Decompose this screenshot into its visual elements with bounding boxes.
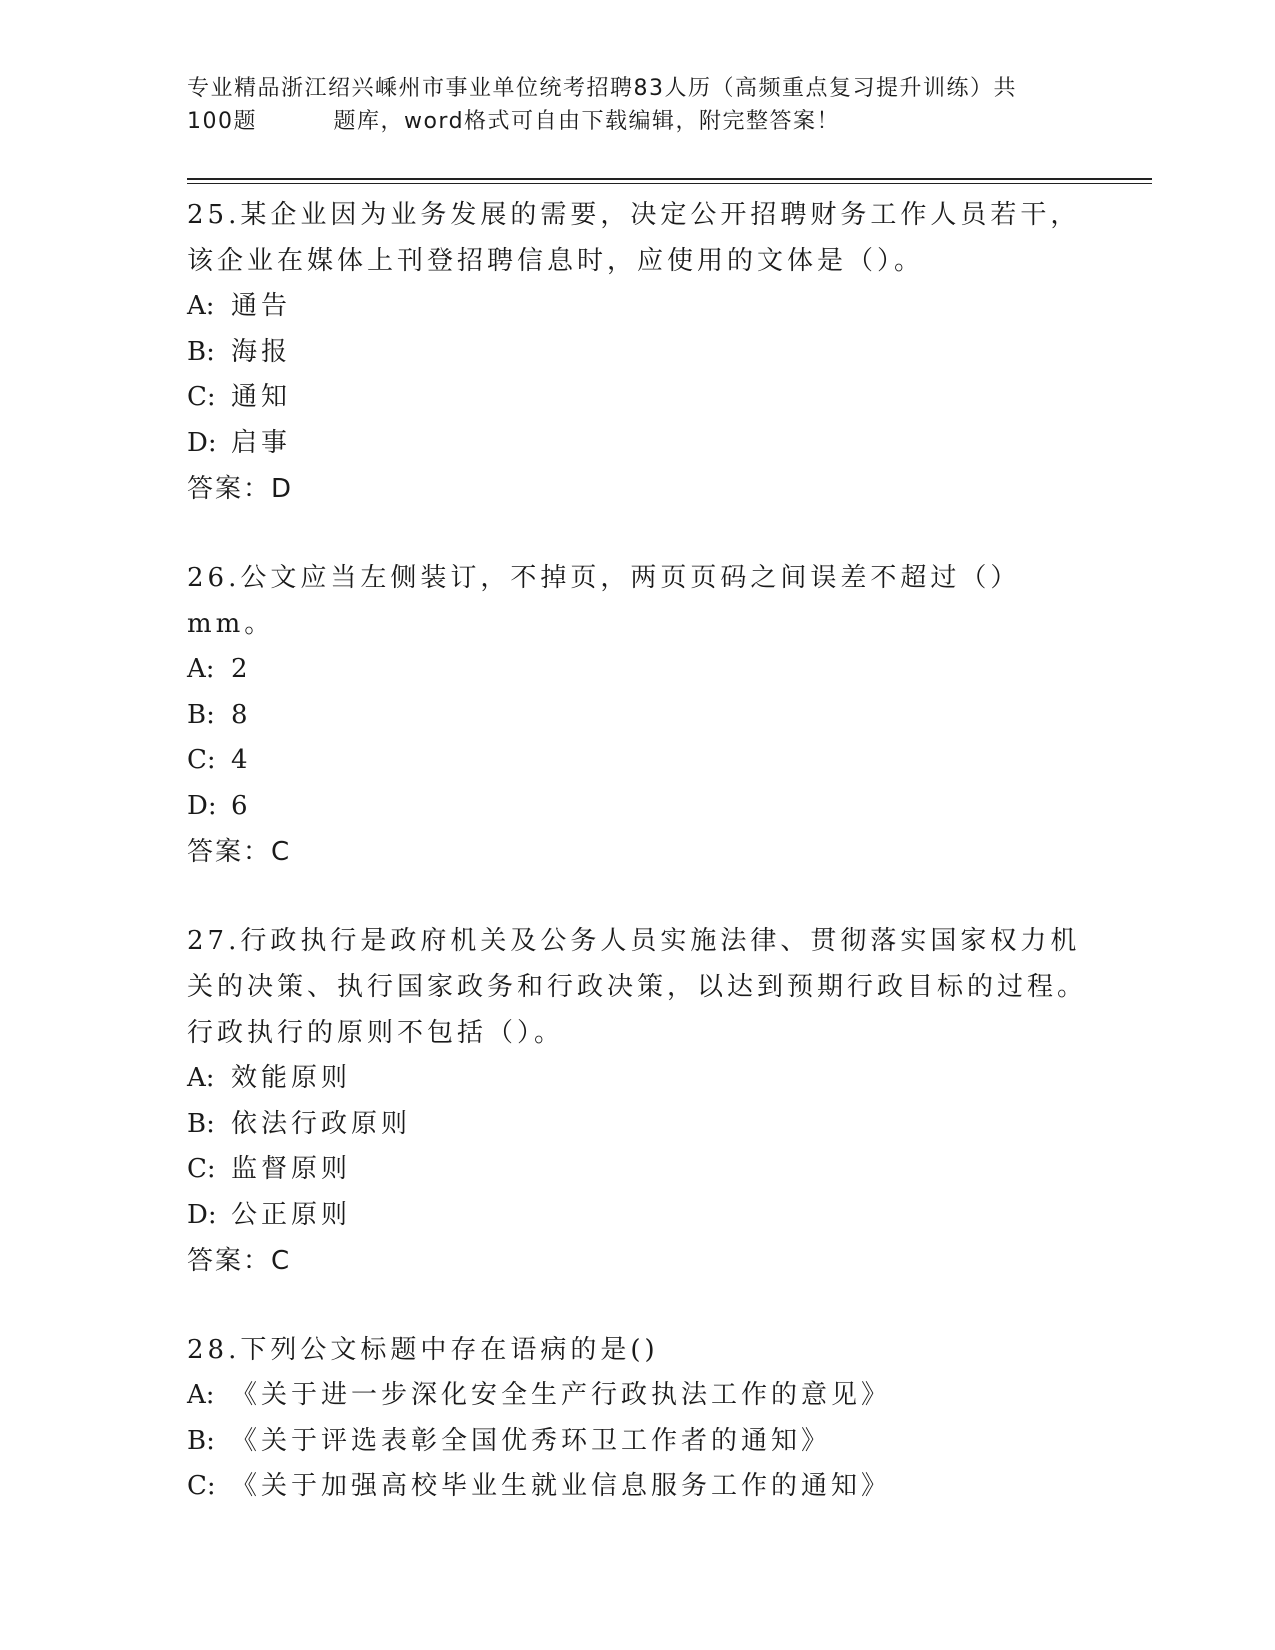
option-key: A:: [187, 291, 215, 321]
option-key: A:: [187, 1380, 215, 1410]
option-text: 8: [231, 699, 252, 730]
answer-line: 答案：C: [187, 1246, 292, 1276]
question-27: [187, 918, 1087, 1284]
option-key: B:: [187, 1108, 215, 1139]
header-count: 100题: [187, 109, 257, 134]
option-text: 通告: [231, 291, 292, 321]
option-key: B:: [187, 1425, 215, 1456]
option-text: 《关于加强高校毕业生就业信息服务工作的通知》: [231, 1471, 892, 1501]
option-b: [187, 1419, 1087, 1465]
option-key: B:: [187, 699, 215, 730]
option-text: 海报: [231, 336, 292, 367]
question-stem: 26.公文应当左侧装订，不掉页，两页页码之间误差不超过（）mm。: [187, 563, 1021, 639]
question-stem: 25.某企业因为业务发展的需要，决定公开招聘财务工作人员若干，该企业在媒体上刊登招聘信息时，应使用的文体是（）。: [187, 200, 1081, 276]
answer-line: 答案：C: [187, 837, 292, 867]
option-key: C:: [187, 382, 216, 412]
question-stem: 27.行政执行是政府机关及公务人员实施法律、贯彻落实国家权力机关的决策、执行国家政务和行政决策，以达到预期行政目标的过程。行政执行的原则不包括（）。: [187, 926, 1088, 1048]
option-text: 《关于进一步深化安全生产行政执法工作的意见》: [231, 1380, 892, 1410]
option-a: [187, 1373, 1087, 1419]
option-text: 启事: [231, 427, 292, 458]
option-d: [187, 784, 1087, 830]
option-key: C:: [187, 745, 216, 775]
header-description: 题库，word格式可自由下载编辑，附完整答案！: [333, 109, 841, 134]
question-26: [187, 555, 1087, 875]
option-text: 依法行政原则: [231, 1108, 412, 1139]
option-key: C:: [187, 1471, 216, 1501]
option-a: [187, 647, 1087, 693]
option-text: 《关于评选表彰全国优秀环卫工作者的通知》: [231, 1425, 832, 1456]
option-a: [187, 1056, 1087, 1102]
question-list: [187, 192, 1087, 1553]
option-key: C:: [187, 1154, 216, 1184]
option-c: [187, 1147, 1087, 1193]
option-key: A:: [187, 1063, 215, 1093]
option-text: 通知: [231, 382, 292, 412]
option-a: [187, 284, 1087, 330]
option-key: D:: [187, 1199, 217, 1230]
option-c: [187, 738, 1087, 784]
question-stem: 28.下列公文标题中存在语病的是(): [187, 1335, 659, 1365]
option-key: A:: [187, 654, 215, 684]
option-d: [187, 1193, 1087, 1239]
option-text: 6: [231, 790, 252, 821]
option-text: 公正原则: [231, 1199, 352, 1230]
header-title-line1: 专业精品浙江绍兴嵊州市事业单位统考招聘83人历（高频重点复习提升训练）共: [187, 76, 1017, 101]
header-divider-thick: [187, 178, 1152, 180]
option-b: [187, 693, 1087, 739]
option-text: 2: [231, 654, 252, 684]
option-key: D:: [187, 427, 217, 458]
option-b: [187, 1102, 1087, 1148]
answer-line: 答案：D: [187, 474, 294, 504]
option-text: 监督原则: [231, 1154, 352, 1184]
header-divider-thin: [187, 183, 1152, 184]
option-c: [187, 375, 1087, 421]
option-c: [187, 1464, 1087, 1510]
option-text: 效能原则: [231, 1063, 352, 1093]
header-title-line2: [187, 105, 1087, 138]
document-header: [187, 72, 1087, 138]
option-key: D:: [187, 790, 217, 821]
option-d: [187, 421, 1087, 467]
option-text: 4: [231, 745, 252, 775]
question-28: [187, 1327, 1087, 1510]
option-key: B:: [187, 336, 215, 367]
option-b: [187, 330, 1087, 376]
question-25: [187, 192, 1087, 512]
